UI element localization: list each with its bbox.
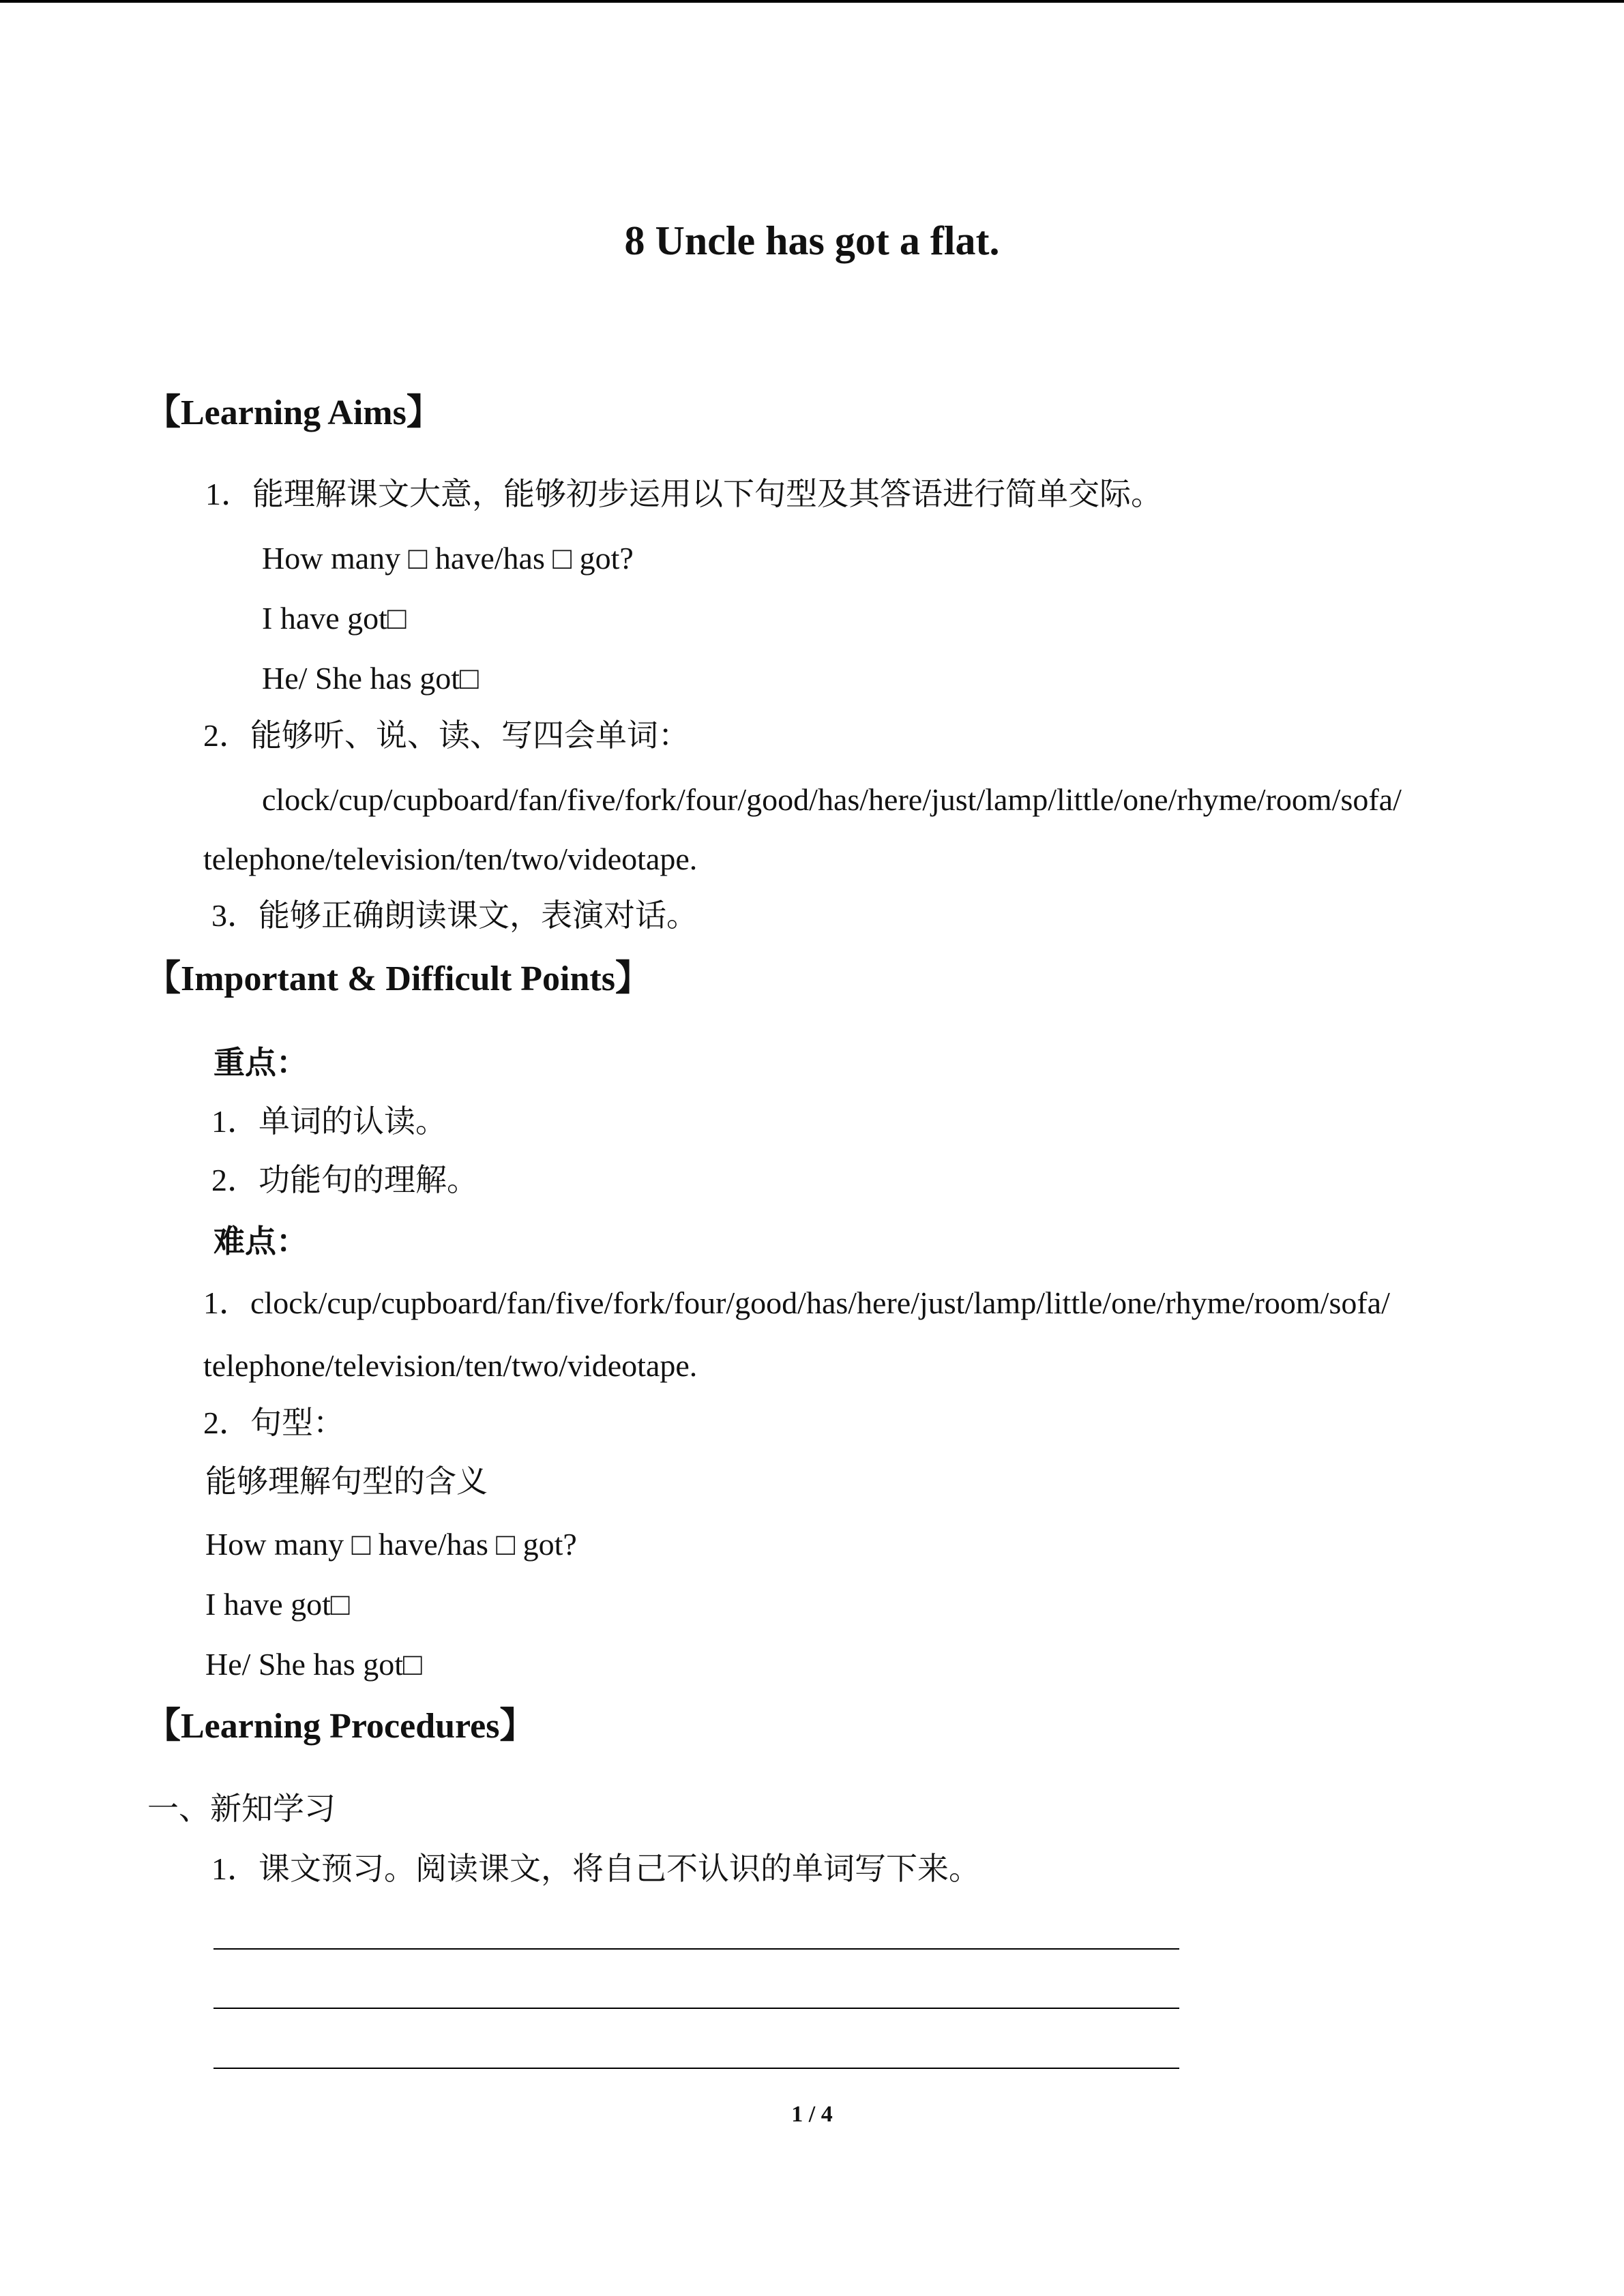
learning-aims-heading: 【Learning Aims】 — [145, 393, 442, 432]
difficult-point-1-line-2: telephone/television/ten/two/videotape. — [203, 1348, 698, 1383]
key-points-label: 重点： — [213, 1045, 308, 1080]
aim-words-line-1: clock/cup/cupboard/fan/five/fork/four/good/has/here/just/lamp/little/one/rhyme/room/sofa/ — [262, 782, 1402, 817]
section-1-heading: 一、新知学习 — [147, 1791, 336, 1826]
document-title: 8 Uncle has got a flat. — [624, 218, 1000, 263]
difficult-point-1-line-1: 1．clock/cup/cupboard/fan/five/fork/four/good/has/here/just/lamp/little/one/rhyme/room/sofa/ — [203, 1285, 1390, 1320]
difficult-point-2-description: 能够理解句型的含义 — [205, 1464, 488, 1499]
procedures-heading: 【Learning Procedures】 — [145, 1707, 535, 1746]
aim-item-1: 1．能理解课文大意，能够初步运用以下句型及其答语进行简单交际。 — [205, 477, 1162, 511]
aim-pattern-2: I have got□ — [262, 601, 407, 636]
aim-words-line-2: telephone/television/ten/two/videotape. — [203, 841, 698, 876]
aim-item-2: 2．能够听、说、读、写四会单词： — [203, 718, 690, 753]
task-1: 1．课文预习。阅读课文，将自己不认识的单词写下来。 — [211, 1851, 980, 1886]
page-top-border — [0, 0, 1624, 3]
difficult-pattern-3: He/ She has got□ — [205, 1647, 422, 1682]
key-point-1: 1．单词的认读。 — [211, 1104, 447, 1139]
answer-line[interactable] — [213, 1948, 1179, 1950]
key-point-2: 2．功能句的理解。 — [211, 1163, 478, 1197]
answer-line[interactable] — [213, 2008, 1179, 2009]
aim-pattern-1: How many □ have/has □ got? — [262, 541, 634, 576]
difficult-pattern-2: I have got□ — [205, 1587, 350, 1622]
page-number: 1 / 4 — [791, 2102, 833, 2127]
points-heading: 【Important & Difficult Points】 — [145, 959, 651, 998]
difficult-point-2: 2．句型： — [203, 1405, 344, 1440]
aim-pattern-3: He/ She has got□ — [262, 661, 479, 696]
difficult-pattern-1: How many □ have/has □ got? — [205, 1527, 577, 1562]
difficult-points-label: 难点： — [213, 1224, 308, 1259]
answer-line[interactable] — [213, 2068, 1179, 2069]
aim-item-3: 3．能够正确朗读课文，表演对话。 — [211, 898, 698, 933]
